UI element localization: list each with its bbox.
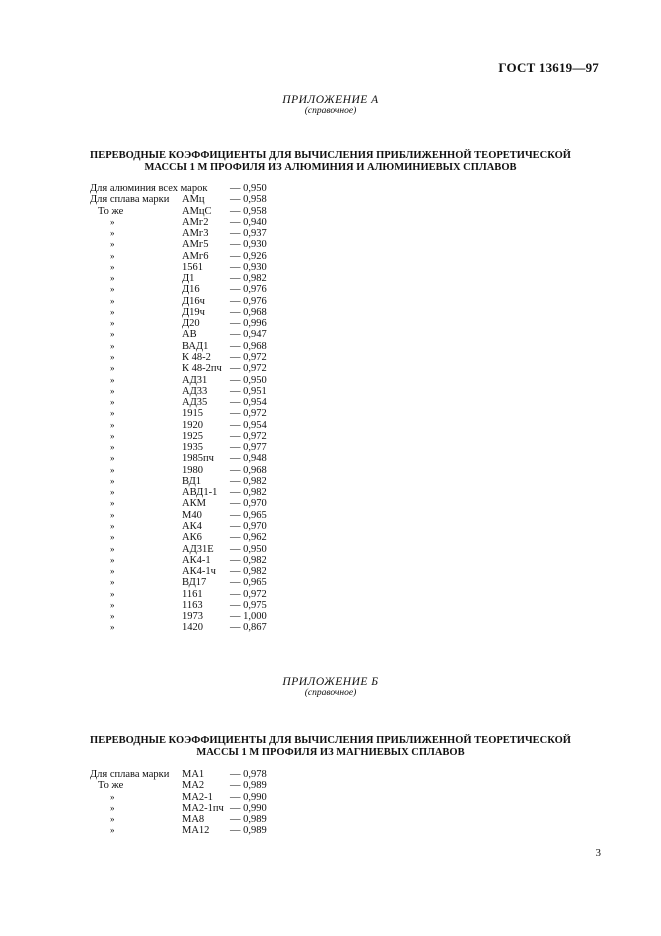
row-label: » bbox=[110, 464, 115, 475]
row-grade: 1163 bbox=[182, 599, 203, 611]
row-grade: АМцС bbox=[182, 205, 212, 217]
row-grade: 1161 bbox=[182, 588, 203, 600]
row-coefficient: — 0,930 bbox=[230, 261, 267, 273]
row-label: » bbox=[110, 340, 115, 351]
row-coefficient: — 0,989 bbox=[230, 780, 267, 792]
row-label: » bbox=[110, 351, 115, 362]
row-coefficient: — 0,948 bbox=[230, 453, 267, 465]
row-coefficient: — 0,926 bbox=[230, 250, 267, 262]
row-coefficient: — 0,958 bbox=[230, 205, 267, 217]
row-label: » bbox=[110, 329, 115, 340]
row-coefficient: — 0,940 bbox=[230, 216, 267, 228]
row-grade: АМц bbox=[182, 194, 205, 206]
row-grade: 1915 bbox=[182, 408, 203, 420]
appendix-a-heading-line1: ПЕРЕВОДНЫЕ КОЭФФИЦИЕНТЫ ДЛЯ ВЫЧИСЛЕНИЯ ПРИБЛИЖЕННОЙ ТЕОРЕТИЧЕСКОЙ bbox=[90, 150, 571, 161]
row-coefficient: — 0,951 bbox=[230, 385, 267, 397]
row-coefficient: — 0,937 bbox=[230, 228, 267, 240]
row-label: » bbox=[110, 273, 115, 284]
row-coefficient: — 0,989 bbox=[230, 814, 267, 826]
row-label: » bbox=[110, 397, 115, 408]
page-number: 3 bbox=[595, 847, 601, 859]
row-coefficient: — 0,982 bbox=[230, 273, 267, 285]
row-label: » bbox=[110, 498, 115, 509]
row-grade: АД31 bbox=[182, 374, 208, 386]
row-label: » bbox=[110, 532, 115, 543]
appendix-b-heading-line1: ПЕРЕВОДНЫЕ КОЭФФИЦИЕНТЫ ДЛЯ ВЫЧИСЛЕНИЯ ПРИБЛИЖЕННОЙ ТЕОРЕТИЧЕСКОЙ bbox=[90, 735, 571, 746]
appendix-b-subtitle: (справочное) bbox=[304, 688, 357, 698]
appendix-b-heading-line2: МАССЫ 1 М ПРОФИЛЯ ИЗ МАГНИЕВЫХ СПЛАВОВ bbox=[196, 747, 465, 758]
row-coefficient: — 0,968 bbox=[230, 464, 267, 476]
row-grade: АМг5 bbox=[182, 239, 209, 251]
appendix-a-heading-line2: МАССЫ 1 М ПРОФИЛЯ ИЗ АЛЮМИНИЯ И АЛЮМИНИЕВЫХ СПЛАВОВ bbox=[144, 162, 517, 173]
row-grade: ВАД1 bbox=[182, 340, 209, 352]
row-grade: АД31Е bbox=[182, 543, 214, 555]
row-coefficient: — 0,965 bbox=[230, 509, 267, 521]
row-coefficient: — 0,989 bbox=[230, 825, 267, 837]
row-coefficient: — 0,965 bbox=[230, 577, 267, 589]
row-label: » bbox=[110, 261, 115, 272]
row-grade: К 48-2пч bbox=[182, 363, 222, 375]
row-coefficient: — 0,976 bbox=[230, 284, 267, 296]
row-coefficient: — 0,950 bbox=[230, 543, 267, 555]
row-label: » bbox=[110, 509, 115, 520]
row-grade: АД33 bbox=[182, 385, 208, 397]
row-grade: М40 bbox=[182, 509, 202, 521]
row-coefficient: — 0,990 bbox=[230, 791, 267, 803]
row-coefficient: — 0,968 bbox=[230, 306, 267, 318]
row-label: » bbox=[110, 520, 115, 531]
row-coefficient: — 0,982 bbox=[230, 566, 267, 578]
row-label: » bbox=[110, 566, 115, 577]
row-grade: 1920 bbox=[182, 419, 203, 431]
row-coefficient: — 0,977 bbox=[230, 442, 267, 454]
row-label: » bbox=[110, 374, 115, 385]
row-coefficient: — 0,958 bbox=[230, 194, 267, 206]
row-coefficient: — 0,972 bbox=[230, 351, 267, 363]
row-grade: МА8 bbox=[182, 814, 205, 826]
appendix-b-title: ПРИЛОЖЕНИЕ Б bbox=[282, 676, 379, 688]
row-grade: АК4 bbox=[182, 520, 202, 532]
row-grade: АМг6 bbox=[182, 250, 209, 262]
row-label: » bbox=[110, 611, 115, 622]
row-label: » bbox=[110, 284, 115, 295]
row-grade: АК4-1 bbox=[182, 554, 211, 566]
row-coefficient: — 0,954 bbox=[230, 419, 267, 431]
appendix-a-heading bbox=[0, 150, 661, 174]
row-coefficient: — 0,970 bbox=[230, 498, 267, 510]
row-grade: АВД1-1 bbox=[182, 487, 218, 499]
row-label: » bbox=[110, 430, 115, 441]
row-label: » bbox=[110, 385, 115, 396]
row-grade: АД35 bbox=[182, 397, 208, 409]
row-label: » bbox=[110, 588, 115, 599]
row-coefficient: — 0,962 bbox=[230, 532, 267, 544]
row-label: » bbox=[110, 487, 115, 498]
row-label: » bbox=[110, 419, 115, 430]
row-label: » bbox=[110, 239, 115, 250]
row-coefficient: — 0,970 bbox=[230, 520, 267, 532]
row-label: » bbox=[110, 453, 115, 464]
row-label: » bbox=[110, 791, 115, 802]
row-grade: 1925 bbox=[182, 430, 203, 442]
row-grade: МА2-1 bbox=[182, 791, 213, 803]
row-grade: ВД17 bbox=[182, 577, 207, 589]
row-coefficient: — 0,972 bbox=[230, 408, 267, 420]
row-coefficient: — 0,954 bbox=[230, 397, 267, 409]
appendix-b-heading bbox=[0, 735, 661, 759]
row-grade: АВ bbox=[182, 329, 197, 341]
row-coefficient: — 0,950 bbox=[230, 183, 267, 194]
row-label: » bbox=[110, 318, 115, 329]
row-coefficient: — 0,972 bbox=[230, 588, 267, 600]
row-coefficient: — 0,976 bbox=[230, 295, 267, 307]
row-label: Для сплава марки bbox=[90, 194, 170, 206]
row-coefficient: — 0,996 bbox=[230, 318, 267, 330]
row-coefficient: — 0,950 bbox=[230, 374, 267, 386]
row-label: » bbox=[110, 622, 115, 633]
appendix-a-title: ПРИЛОЖЕНИЕ А bbox=[282, 94, 379, 106]
row-coefficient: — 1,000 bbox=[230, 611, 267, 623]
row-label: » bbox=[110, 475, 115, 486]
row-label: » bbox=[110, 306, 115, 317]
row-label: » bbox=[110, 250, 115, 261]
row-label: Для алюминия всех марок bbox=[90, 183, 208, 194]
row-label: » bbox=[110, 543, 115, 554]
row-coefficient: — 0,982 bbox=[230, 554, 267, 566]
row-grade: К 48-2 bbox=[182, 351, 211, 363]
row-label: То же bbox=[98, 205, 124, 217]
row-grade: АК4-1ч bbox=[182, 566, 216, 578]
row-grade: Д19ч bbox=[182, 306, 205, 318]
row-grade: АМг2 bbox=[182, 216, 209, 228]
row-coefficient: — 0,982 bbox=[230, 475, 267, 487]
row-grade: ВД1 bbox=[182, 475, 202, 487]
row-coefficient: — 0,930 bbox=[230, 239, 267, 251]
row-coefficient: — 0,972 bbox=[230, 363, 267, 375]
row-grade: АМг3 bbox=[182, 228, 209, 240]
row-label: » bbox=[110, 599, 115, 610]
row-label: » bbox=[110, 216, 115, 227]
row-coefficient: — 0,968 bbox=[230, 340, 267, 352]
row-grade: Д20 bbox=[182, 318, 200, 330]
row-label: » bbox=[110, 825, 115, 836]
row-label: » bbox=[110, 554, 115, 565]
row-label: » bbox=[110, 295, 115, 306]
document-number: ГОСТ 13619—97 bbox=[498, 60, 599, 75]
row-grade: 1561 bbox=[182, 261, 203, 273]
row-grade: МА2-1пч bbox=[182, 802, 224, 814]
row-grade: Д16 bbox=[182, 284, 200, 296]
row-grade: 1985пч bbox=[182, 453, 214, 465]
row-grade: 1980 bbox=[182, 464, 203, 476]
row-grade: 1935 bbox=[182, 442, 203, 454]
row-label: » bbox=[110, 228, 115, 239]
row-label: » bbox=[110, 577, 115, 588]
row-grade: МА12 bbox=[182, 825, 210, 837]
row-coefficient: — 0,982 bbox=[230, 487, 267, 499]
row-grade: Д1 bbox=[182, 273, 195, 285]
row-grade: 1973 bbox=[182, 611, 203, 623]
row-label: » bbox=[110, 814, 115, 825]
appendix-a-subtitle: (справочное) bbox=[304, 106, 357, 116]
row-grade: АКМ bbox=[182, 498, 206, 510]
row-coefficient: — 0,972 bbox=[230, 430, 267, 442]
row-grade: 1420 bbox=[182, 622, 203, 634]
row-label: Для сплава марки bbox=[90, 769, 170, 780]
row-grade: Д16ч bbox=[182, 295, 205, 307]
row-label: » bbox=[110, 802, 115, 813]
row-coefficient: — 0,975 bbox=[230, 599, 267, 611]
row-label: » bbox=[110, 408, 115, 419]
row-grade: МА1 bbox=[182, 769, 205, 780]
row-coefficient: — 0,990 bbox=[230, 802, 267, 814]
row-label: » bbox=[110, 442, 115, 453]
row-coefficient: — 0,867 bbox=[230, 622, 267, 634]
row-grade: МА2 bbox=[182, 780, 205, 792]
row-label: То же bbox=[98, 780, 124, 792]
row-coefficient: — 0,947 bbox=[230, 329, 267, 341]
row-coefficient: — 0,978 bbox=[230, 769, 267, 780]
row-label: » bbox=[110, 363, 115, 374]
row-grade: АК6 bbox=[182, 532, 202, 544]
